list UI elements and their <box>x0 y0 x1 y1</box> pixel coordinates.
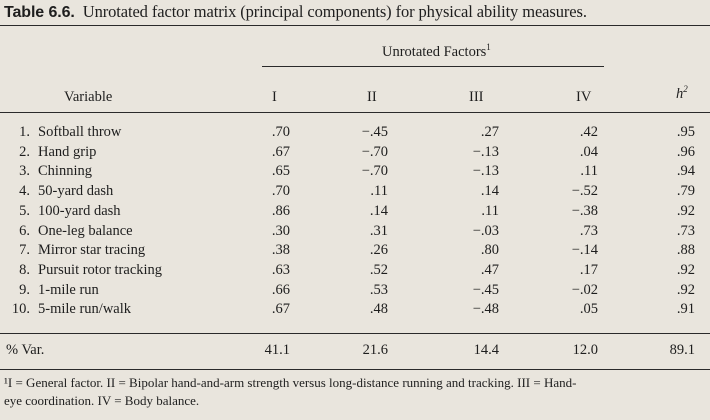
row-number: 8. <box>19 261 30 278</box>
header-h2: $h^2$ <box>676 84 688 102</box>
row-loading-1: .67 <box>271 143 290 160</box>
row-loading-3: −.13 <box>472 163 499 180</box>
row-variable: Mirror star tracing <box>38 242 146 259</box>
row-communality: .73 <box>676 222 695 239</box>
body-rule <box>0 333 710 334</box>
header-group-rule <box>262 66 604 67</box>
row-communality: .79 <box>676 183 695 200</box>
row-variable: Softball throw <box>38 124 122 140</box>
row-variable: Chinning <box>38 163 92 180</box>
row-loading-2: .14 <box>369 202 388 219</box>
row-loading-3: −.45 <box>472 281 499 298</box>
footnote-line-1: ¹I = General factor. II = Bipolar hand-and-arm strength versus long-distance running and tracking. III = Hand- <box>4 375 577 390</box>
row-number: 5. <box>19 202 30 219</box>
row-variable: Pursuit rotor tracking <box>38 261 163 278</box>
row-loading-2: −.45 <box>361 124 388 140</box>
row-loading-2: .31 <box>369 222 388 239</box>
table-caption <box>4 2 708 22</box>
row-loading-1: .70 <box>271 124 290 140</box>
row-number: 6. <box>19 222 30 239</box>
row-number: 4. <box>19 183 30 200</box>
row-variable: 5-mile run/walk <box>38 301 132 318</box>
header-rule <box>0 112 710 113</box>
row-loading-3: .14 <box>480 183 499 200</box>
row-loading-1: .30 <box>271 222 290 239</box>
table-number: Table 6.6. <box>4 4 75 21</box>
row-loading-4: −.52 <box>571 183 598 200</box>
row-loading-2: .52 <box>369 261 388 278</box>
row-loading-4: .04 <box>579 143 598 160</box>
row-loading-1: .66 <box>271 281 290 298</box>
bottom-rule <box>0 369 710 370</box>
variance-total: 89.1 <box>669 342 695 358</box>
row-loading-2: −.70 <box>361 163 388 180</box>
row-loading-2: −.70 <box>361 143 388 160</box>
row-loading-4: .05 <box>579 301 598 318</box>
row-number: 9. <box>19 281 30 298</box>
header-variable: Variable <box>64 89 113 105</box>
header-col-1: I <box>272 89 277 105</box>
row-variable: 1-mile run <box>38 281 99 298</box>
row-communality: .92 <box>676 281 695 298</box>
row-number: 2. <box>19 143 30 160</box>
row-loading-4: −.02 <box>571 281 598 298</box>
header-col-2: II <box>367 89 377 105</box>
row-communality: .88 <box>676 242 695 259</box>
row-variable: 50-yard dash <box>38 183 114 200</box>
row-loading-1: .63 <box>271 261 290 278</box>
row-loading-4: −.38 <box>571 202 598 219</box>
row-loading-1: .86 <box>271 202 290 219</box>
row-loading-4: .17 <box>579 261 598 278</box>
row-loading-3: .80 <box>480 242 499 259</box>
row-communality: .96 <box>676 143 695 160</box>
row-communality: .92 <box>676 202 695 219</box>
row-communality: .95 <box>676 124 695 140</box>
row-number: 1. <box>19 124 30 140</box>
row-variable: 100-yard dash <box>38 202 121 219</box>
row-loading-3: .11 <box>481 202 499 219</box>
row-loading-3: .27 <box>480 124 499 140</box>
row-loading-4: −.14 <box>571 242 598 259</box>
variance-col-2: 21.6 <box>362 342 388 358</box>
row-loading-3: .47 <box>480 261 499 278</box>
row-loading-2: .11 <box>370 183 388 200</box>
footnote-line-2: eye coordination. IV = Body balance. <box>4 393 200 408</box>
row-variable: One-leg balance <box>38 222 133 239</box>
row-variable: Hand grip <box>38 143 97 160</box>
row-loading-1: .38 <box>271 242 290 259</box>
row-loading-1: .70 <box>271 183 290 200</box>
variance-col-3: 14.4 <box>473 342 499 358</box>
row-number: 3. <box>19 163 30 180</box>
row-communality: .92 <box>676 261 695 278</box>
row-loading-4: .11 <box>580 163 598 180</box>
table-title: Unrotated factor matrix (principal components) for physical ability measures. <box>82 2 587 21</box>
header-col-4: IV <box>576 89 592 105</box>
row-communality: .91 <box>676 301 695 318</box>
variance-col-4: 12.0 <box>572 342 598 358</box>
variance-col-1: 41.1 <box>264 342 290 358</box>
row-communality: .94 <box>676 163 695 180</box>
row-loading-2: .53 <box>369 281 388 298</box>
row-loading-4: .73 <box>579 222 598 239</box>
row-number: 7. <box>19 242 30 259</box>
top-rule <box>0 25 710 26</box>
row-loading-2: .26 <box>369 242 388 259</box>
row-loading-3: −.48 <box>472 301 499 318</box>
header-group: Unrotated Factors$^1$ <box>382 42 491 60</box>
row-loading-4: .42 <box>579 124 598 140</box>
row-loading-3: −.03 <box>472 222 499 239</box>
row-loading-2: .48 <box>369 301 388 318</box>
row-loading-1: .67 <box>271 301 290 318</box>
row-loading-3: −.13 <box>472 143 499 160</box>
header-col-3: III <box>469 89 484 105</box>
row-number: 10. <box>11 301 30 318</box>
variance-label: % Var. <box>6 342 45 358</box>
row-loading-1: .65 <box>271 163 290 180</box>
